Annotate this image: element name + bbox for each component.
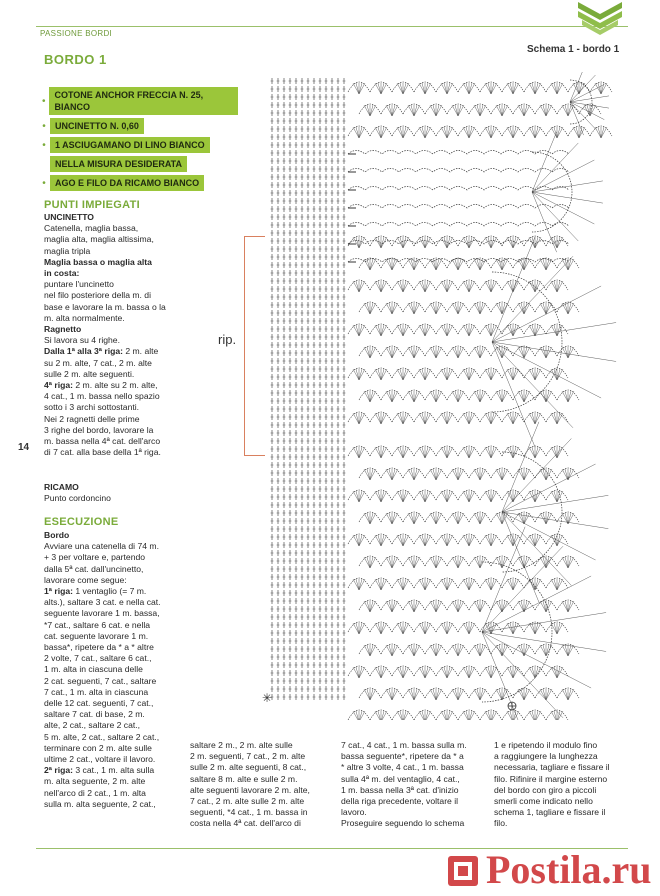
- text-line: *7 cat., saltare 6 cat. e nella: [44, 619, 151, 630]
- text-line: bassa seguente*, ripetere da * a: [341, 751, 464, 762]
- text-line: delle 12 cat. seguenti, 7 cat.,: [44, 698, 154, 709]
- text-line: alts.), saltare 3 cat. e nella cat.: [44, 597, 161, 608]
- maglia-bassa-text: [44, 279, 204, 324]
- bullet-icon: •: [42, 177, 46, 189]
- text-line: m. bassa nella 4ª cat. dell'arco: [44, 436, 161, 447]
- text-line: 1 m. alta in ciascuna delle: [44, 664, 143, 675]
- esecuzione-column: [44, 530, 204, 810]
- esecuzione-heading: ESECUZIONE: [44, 516, 119, 528]
- bullet-icon: •: [41, 95, 46, 107]
- svg-text:✳: ✳: [262, 691, 273, 705]
- repeat-label: rip.: [218, 332, 237, 347]
- text-line: necessaria, tagliare e fissare il: [494, 762, 610, 773]
- logo-icon: [446, 852, 482, 888]
- text-line: della riga precedente, voltare il: [341, 796, 459, 807]
- maglia-bassa-heading: [44, 257, 204, 279]
- bullet-icon: •: [42, 139, 46, 151]
- text-column-3: [341, 740, 491, 830]
- text-line: lavoro.: [341, 807, 367, 818]
- text-line: maglia tripla: [44, 245, 91, 256]
- text-line: puntare l'uncinetto: [44, 279, 114, 290]
- material-item: [38, 87, 238, 115]
- watermark-logo: [446, 847, 652, 892]
- text-line: nel filo posteriore della m. di: [44, 290, 151, 301]
- text-line: smerli come indicato nello: [494, 796, 593, 807]
- text-line: 5 m. alte, 2 cat., saltare 2 cat.,: [44, 731, 160, 742]
- text-line: 1 e ripetendo il modulo fino: [494, 740, 598, 750]
- text-line: del bordo con giro a piccoli: [494, 784, 597, 795]
- text-line: alte, 2 cat., saltare 2 cat.,: [44, 720, 141, 731]
- text-line: 2 volte, 7 cat., saltare 6 cat.,: [44, 653, 152, 664]
- section-label: PASSIONE BORDI: [40, 29, 113, 38]
- text-line: saltare 7 cat. di base, 2 m.: [44, 709, 145, 720]
- material-item: [38, 137, 238, 153]
- header-rule: [36, 26, 628, 27]
- material-label: COTONE ANCHOR FRECCIA N. 25, BIANCO: [49, 87, 238, 115]
- text-line: maglia alta, maglia altissima,: [44, 234, 154, 245]
- page-title: BORDO 1: [44, 52, 107, 67]
- materials-list: [38, 87, 238, 194]
- bullet-icon: •: [42, 120, 46, 132]
- text-line: seguenti, *4 cat., 1 m. bassa in: [190, 807, 308, 818]
- text-line: filo.: [494, 818, 508, 829]
- text-column-2: [190, 740, 340, 830]
- text-line: 2 cat. seguenti, 7 cat., saltare: [44, 675, 157, 686]
- logo-text: Postila.ru: [486, 847, 652, 892]
- text-line: * altre 3 volte, 4 cat., 1 m. bassa: [341, 762, 464, 773]
- text-line: sulla m. alta seguente, 2 cat.,: [44, 798, 156, 809]
- uncinetto-text: [44, 223, 204, 257]
- text-line: 7 cat., 4 cat., 1 m. bassa sulla m.: [341, 740, 467, 750]
- text-line: Catenella, maglia bassa,: [44, 223, 139, 234]
- text-line: 1 m. bassa nella 3ª cat. d'inizio: [341, 784, 459, 795]
- ricamo-text: Punto cordoncino: [44, 493, 111, 504]
- heading-line: Maglia bassa o maglia alta: [44, 256, 152, 267]
- ragnetto-intro: Si lavora su 4 righe.: [44, 335, 120, 346]
- text-line: filo. Rifinire il margine esterno: [494, 773, 608, 784]
- text-line: seguente lavorare 1 m. bassa,: [44, 608, 160, 619]
- text-line: lavorare come segue:: [44, 574, 127, 585]
- text-line: + 3 per voltare e, partendo: [44, 552, 146, 563]
- text-line: Proseguire seguendo lo schema: [341, 818, 465, 829]
- riga-1: 1ª riga: 1 ventaglio (= 7 m.: [44, 586, 147, 597]
- material-item: [38, 118, 238, 134]
- text-line: di 7 cat. alla base della 1ª riga.: [44, 447, 161, 458]
- riga-2: 2ª riga: 3 cat., 1 m. alta sulla: [44, 765, 155, 776]
- material-label: UNCINETTO N. 0,60: [50, 118, 144, 134]
- crochet-diagram: [262, 72, 642, 720]
- text-line: a raggiungere la lunghezza: [494, 751, 598, 762]
- material-label: AGO E FILO DA RICAMO BIANCO: [50, 175, 204, 191]
- text-line: saltare 8 m. alte e sulle 2 m.: [190, 773, 298, 784]
- heading-line: in costa:: [44, 268, 80, 279]
- material-label: NELLA MISURA DESIDERATA: [50, 156, 187, 172]
- text-line: bassa*, ripetere da * a * altre: [44, 642, 154, 653]
- material-label: 1 ASCIUGAMANO DI LINO BIANCO: [50, 137, 210, 153]
- page-number: 14: [18, 442, 30, 453]
- text-line: saltare 2 m., 2 m. alte sulle: [190, 740, 293, 750]
- text-line: Avviare una catenella di 74 m.: [44, 541, 159, 552]
- punti-column: [44, 212, 204, 458]
- text-line: 2 m. seguenti, 7 cat., 2 m. alte: [190, 751, 306, 762]
- schema-title: Schema 1 - bordo 1: [527, 44, 620, 55]
- ricamo-section: [44, 482, 204, 504]
- uncinetto-heading: UNCINETTO: [44, 212, 94, 222]
- text-line: alte seguenti lavorare 2 m. alte,: [190, 784, 310, 795]
- text-line: ultime 2 cat., voltare il lavoro.: [44, 754, 156, 765]
- punti-heading: PUNTI IMPIEGATI: [44, 199, 140, 211]
- text-line: dalla 5ª cat. dall'uncinetto,: [44, 563, 144, 574]
- material-item: [38, 156, 238, 172]
- bordo-subheading: Bordo: [44, 530, 70, 540]
- text-line: sulle 2 m. alte seguenti, 8 cat.,: [190, 762, 307, 773]
- text-line: sotto i 3 archi sottostanti.: [44, 402, 140, 413]
- text-line: nell'arco di 2 cat., 1 m. alta: [44, 787, 146, 798]
- text-line: 7 cat., 2 m. alte sulle 2 m. alte: [190, 796, 305, 807]
- text-line: 4 cat., 1 m. bassa nello spazio: [44, 391, 160, 402]
- ragnetto-rows-1-3: Dalla 1ª alla 3ª riga: 2 m. alte: [44, 346, 159, 357]
- text-line: m. alta normalmente.: [44, 312, 125, 323]
- text-line: m. alta seguente, 2 m. alte: [44, 776, 146, 787]
- material-item: [38, 175, 238, 191]
- text-line: terminare con 2 m. alte sulle: [44, 742, 152, 753]
- text-line: sulle 2 m. alte seguenti.: [44, 368, 135, 379]
- text-line: base e lavorare la m. bassa o la: [44, 301, 166, 312]
- text-line: schema 1, tagliare e fissare il: [494, 807, 606, 818]
- text-line: su 2 m. alte, 7 cat., 2 m. alte: [44, 357, 152, 368]
- text-line: sulla 4ª m. del ventaglio, 4 cat.,: [341, 773, 460, 784]
- text-line: costa nella 4ª cat. dell'arco di: [190, 818, 301, 829]
- ricamo-heading: RICAMO: [44, 482, 79, 492]
- text-line: 7 cat., 1 m. alta in ciascuna: [44, 686, 149, 697]
- text-line: cat. seguente lavorare 1 m.: [44, 630, 149, 641]
- ragnetto-row-4: 4ª riga: 2 m. alte su 2 m. alte,: [44, 380, 158, 391]
- text-line: 3 righe del bordo, lavorare la: [44, 424, 154, 435]
- text-line: Nei 2 ragnetti delle prime: [44, 413, 140, 424]
- chevron-logo-icon: [572, 2, 628, 36]
- ragnetto-heading: Ragnetto: [44, 324, 82, 335]
- text-column-4: [494, 740, 634, 830]
